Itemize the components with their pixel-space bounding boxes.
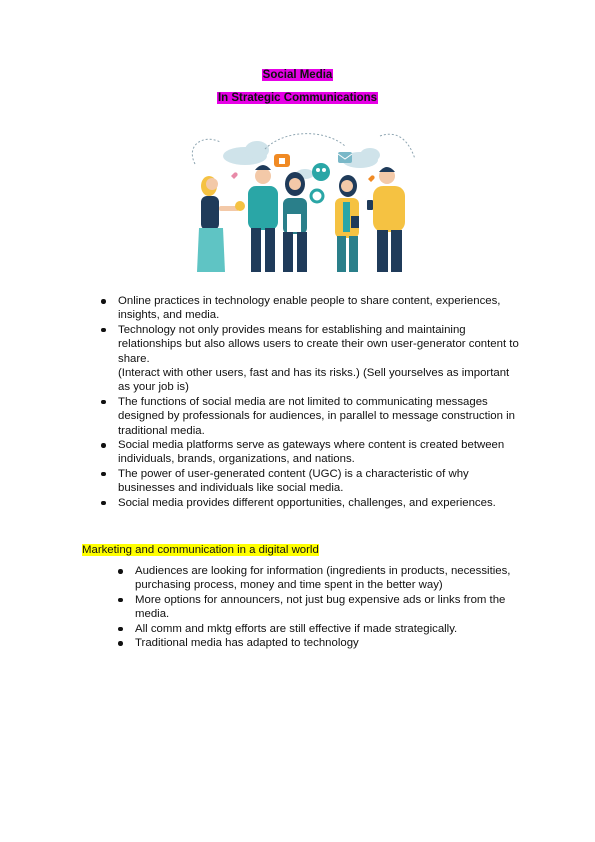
users-icon <box>312 163 330 181</box>
list-item: Social media provides different opportunities, challenges, and experiences. <box>118 496 523 510</box>
bullet-list <box>118 294 523 510</box>
list-item: The functions of social media are not limited to communicating messages designed by professionals for audiences, in parallel to message construction in traditional media. <box>118 395 523 438</box>
heart-icon <box>231 172 238 179</box>
person-figure <box>235 165 278 272</box>
title-line-2: In Strategic Communications <box>217 92 378 104</box>
list-item: Audiences are looking for information (ingredients in products, necessities, purchasing process, money and time spent in the better way) <box>135 564 515 593</box>
person-figure <box>283 172 307 272</box>
cloud-icon <box>223 141 380 179</box>
section-heading <box>82 543 319 557</box>
gear-icon <box>311 190 323 202</box>
list-item: The power of user-generated content (UGC) is a characteristic of why businesses and individuals like social media. <box>118 467 523 496</box>
list-item: All comm and mktg efforts are still effective if made strategically. <box>135 622 515 636</box>
list-item: Traditional media has adapted to technology <box>135 636 515 650</box>
document-title <box>0 68 595 82</box>
heart-icon <box>368 175 375 182</box>
person-figure <box>335 175 359 272</box>
list-item: More options for announcers, not just bug expensive ads or links from the media. <box>135 593 515 622</box>
title-line-1: Social Media <box>262 69 333 81</box>
list-item-note: (Interact with other users, fast and has its risks.) (Sell yourselves as important as your job is) <box>118 367 510 394</box>
section-heading-text: Marketing and communication in a digital world <box>82 544 319 556</box>
person-figure <box>197 176 239 272</box>
like-icon <box>274 154 290 167</box>
list-item: Social media platforms serve as gateways where content is created between individuals, brands, organizations, and nations. <box>118 438 523 467</box>
person-figure <box>367 167 405 272</box>
list-item: Online practices in technology enable people to share content, experiences, insights, and media. <box>118 294 523 323</box>
social-media-people-illustration <box>175 124 421 274</box>
list-item: Technology not only provides means for establishing and maintaining relationships but also allows users to create their own user-generator content to share. (Interact with other users, fast and has its risks.) (Sell yourselves as important as your job is) <box>118 323 523 395</box>
bullet-list <box>135 564 515 650</box>
message-icon <box>338 152 352 163</box>
document-subtitle <box>0 91 595 105</box>
